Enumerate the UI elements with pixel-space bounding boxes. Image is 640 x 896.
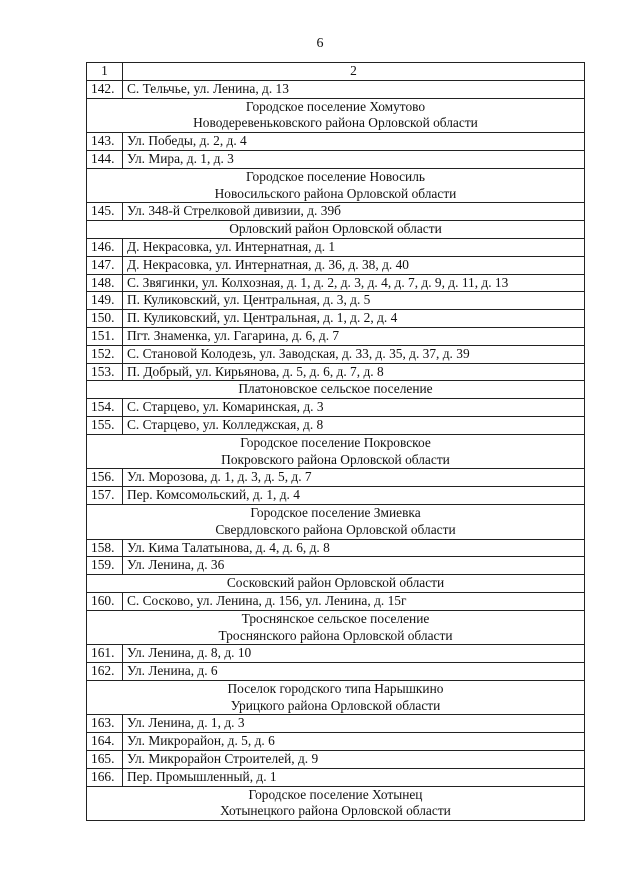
row-number: 166. bbox=[87, 768, 123, 786]
table-row bbox=[87, 310, 585, 328]
row-address: Ул. Микрорайон, д. 5, д. 6 bbox=[123, 733, 585, 751]
table-row bbox=[87, 256, 585, 274]
section-header-row bbox=[87, 168, 585, 203]
row-number: 157. bbox=[87, 487, 123, 505]
row-address: Д. Некрасовка, ул. Интернатная, д. 36, д. 38, д. 40 bbox=[123, 256, 585, 274]
section-header bbox=[87, 610, 585, 645]
row-address: Пгт. Знаменка, ул. Гагарина, д. 6, д. 7 bbox=[123, 327, 585, 345]
table-row bbox=[87, 592, 585, 610]
row-number: 145. bbox=[87, 203, 123, 221]
row-number: 148. bbox=[87, 274, 123, 292]
table-row bbox=[87, 733, 585, 751]
row-number: 151. bbox=[87, 327, 123, 345]
row-address: Ул. Кима Талатынова, д. 4, д. 6, д. 8 bbox=[123, 539, 585, 557]
section-header-row bbox=[87, 221, 585, 239]
table-header-row bbox=[87, 63, 585, 81]
row-number: 153. bbox=[87, 363, 123, 381]
section-header bbox=[87, 575, 585, 593]
section-header bbox=[87, 221, 585, 239]
table-row bbox=[87, 715, 585, 733]
row-address: Ул. Ленина, д. 36 bbox=[123, 557, 585, 575]
section-header-line: Орловский район Орловской области bbox=[229, 221, 442, 237]
row-address: П. Куликовский, ул. Центральная, д. 3, д. 5 bbox=[123, 292, 585, 310]
row-address: Ул. Микрорайон Строителей, д. 9 bbox=[123, 751, 585, 769]
row-address: С. Тельчье, ул. Ленина, д. 13 bbox=[123, 80, 585, 98]
row-number: 160. bbox=[87, 592, 123, 610]
header-col-address: 2 bbox=[123, 63, 585, 81]
section-header-row bbox=[87, 680, 585, 715]
row-address: П. Куликовский, ул. Центральная, д. 1, д. 2, д. 4 bbox=[123, 310, 585, 328]
row-number: 165. bbox=[87, 751, 123, 769]
section-header-line: Сосковский район Орловской области bbox=[226, 575, 445, 591]
row-number: 152. bbox=[87, 345, 123, 363]
row-address: Пер. Промышленный, д. 1 bbox=[123, 768, 585, 786]
row-address: С. Сосково, ул. Ленина, д. 156, ул. Ленина, д. 15г bbox=[123, 592, 585, 610]
section-header bbox=[87, 168, 585, 203]
section-header-line: Платоновское сельское поселение bbox=[238, 381, 433, 397]
table-row bbox=[87, 238, 585, 256]
section-header bbox=[87, 98, 585, 133]
section-header-line: Поселок городского типа Нарышкино bbox=[227, 680, 444, 696]
row-address: С. Старцево, ул. Колледжская, д. 8 bbox=[123, 416, 585, 434]
section-header-line: Свердловского района Орловской области bbox=[215, 521, 456, 537]
row-address: Ул. Мира, д. 1, д. 3 bbox=[123, 150, 585, 168]
section-header-line: Городское поселение Новосиль bbox=[245, 168, 425, 184]
section-header-row bbox=[87, 381, 585, 399]
address-table-body bbox=[87, 63, 585, 821]
table-row bbox=[87, 327, 585, 345]
row-number: 159. bbox=[87, 557, 123, 575]
address-table bbox=[86, 62, 585, 821]
row-address: С. Становой Колодезь, ул. Заводская, д. 33, д. 35, д. 37, д. 39 bbox=[123, 345, 585, 363]
table-row bbox=[87, 416, 585, 434]
page-number: 6 bbox=[316, 36, 324, 51]
row-address: Ул. 348-й Стрелковой дивизии, д. 39б bbox=[123, 203, 585, 221]
table-row bbox=[87, 663, 585, 681]
row-number: 161. bbox=[87, 645, 123, 663]
table-row bbox=[87, 399, 585, 417]
row-address: С. Старцево, ул. Комаринская, д. 3 bbox=[123, 399, 585, 417]
row-number: 158. bbox=[87, 539, 123, 557]
table-row bbox=[87, 80, 585, 98]
table-row bbox=[87, 557, 585, 575]
section-header-row bbox=[87, 575, 585, 593]
table-row bbox=[87, 539, 585, 557]
section-header-line: Хотынецкого района Орловской области bbox=[220, 803, 451, 819]
table-row bbox=[87, 487, 585, 505]
section-header-line: Городское поселение Хотынец bbox=[248, 786, 423, 802]
section-header-line: Троснянское сельское поселение bbox=[241, 610, 430, 626]
row-address: С. Звягинки, ул. Колхозная, д. 1, д. 2, д. 3, д. 4, д. 7, д. 9, д. 11, д. 13 bbox=[123, 274, 585, 292]
section-header-line: Городское поселение Змиевка bbox=[250, 504, 421, 520]
row-address: П. Добрый, ул. Кирьянова, д. 5, д. 6, д. 7, д. 8 bbox=[123, 363, 585, 381]
row-number: 149. bbox=[87, 292, 123, 310]
section-header-line: Троснянского района Орловской области bbox=[218, 627, 453, 643]
row-number: 154. bbox=[87, 399, 123, 417]
table-row bbox=[87, 469, 585, 487]
row-address: Ул. Ленина, д. 1, д. 3 bbox=[123, 715, 585, 733]
table-row bbox=[87, 292, 585, 310]
table-row bbox=[87, 274, 585, 292]
section-header-line: Городское поселение Покровское bbox=[240, 434, 431, 450]
section-header-line: Урицкого района Орловской области bbox=[230, 697, 441, 713]
section-header bbox=[87, 786, 585, 821]
row-number: 155. bbox=[87, 416, 123, 434]
table-row bbox=[87, 363, 585, 381]
row-number: 156. bbox=[87, 469, 123, 487]
row-address: Ул. Ленина, д. 8, д. 10 bbox=[123, 645, 585, 663]
section-header-row bbox=[87, 504, 585, 539]
row-number: 164. bbox=[87, 733, 123, 751]
section-header-line: Новодеревеньковского района Орловской области bbox=[193, 115, 478, 131]
row-address: Д. Некрасовка, ул. Интернатная, д. 1 bbox=[123, 238, 585, 256]
table-row bbox=[87, 345, 585, 363]
section-header-row bbox=[87, 98, 585, 133]
section-header-line: Городское поселение Хомутово bbox=[245, 98, 426, 114]
row-number: 142. bbox=[87, 80, 123, 98]
section-header bbox=[87, 680, 585, 715]
row-number: 147. bbox=[87, 256, 123, 274]
row-address: Ул. Ленина, д. 6 bbox=[123, 663, 585, 681]
row-number: 150. bbox=[87, 310, 123, 328]
section-header bbox=[87, 504, 585, 539]
section-header-line: Покровского района Орловской области bbox=[221, 451, 450, 467]
row-number: 163. bbox=[87, 715, 123, 733]
table-row bbox=[87, 150, 585, 168]
section-header-row bbox=[87, 610, 585, 645]
table-row bbox=[87, 751, 585, 769]
row-number: 143. bbox=[87, 133, 123, 151]
row-number: 162. bbox=[87, 663, 123, 681]
section-header bbox=[87, 434, 585, 469]
row-number: 146. bbox=[87, 238, 123, 256]
table-row bbox=[87, 768, 585, 786]
row-number: 144. bbox=[87, 150, 123, 168]
section-header-row bbox=[87, 434, 585, 469]
row-address: Ул. Победы, д. 2, д. 4 bbox=[123, 133, 585, 151]
row-address: Пер. Комсомольский, д. 1, д. 4 bbox=[123, 487, 585, 505]
table-row bbox=[87, 645, 585, 663]
header-col-number: 1 bbox=[87, 63, 123, 81]
table-row bbox=[87, 133, 585, 151]
row-address: Ул. Морозова, д. 1, д. 3, д. 5, д. 7 bbox=[123, 469, 585, 487]
section-header bbox=[87, 381, 585, 399]
section-header-line: Новосильского района Орловской области bbox=[214, 185, 457, 201]
section-header-row bbox=[87, 786, 585, 821]
table-row bbox=[87, 203, 585, 221]
